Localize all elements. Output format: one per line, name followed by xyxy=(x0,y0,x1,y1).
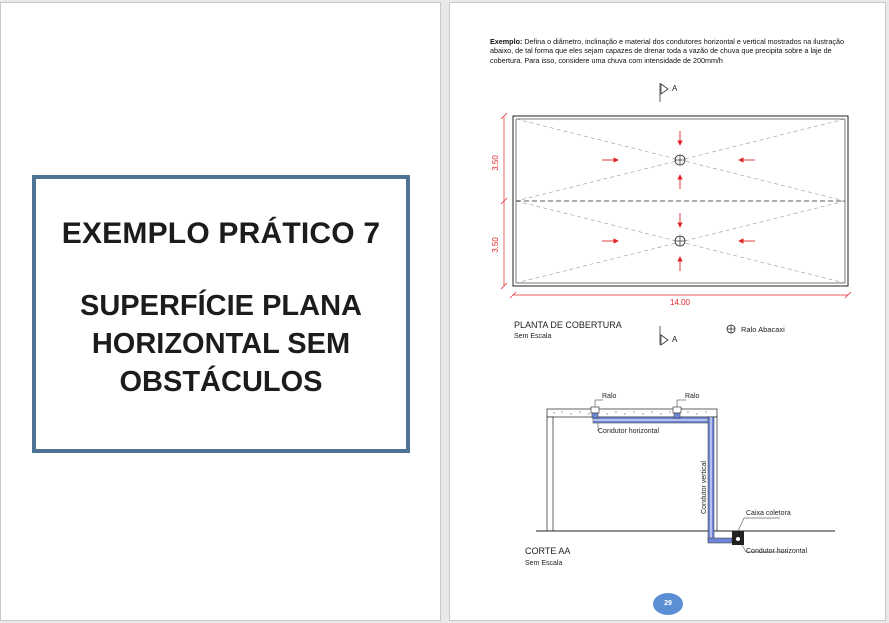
right-page xyxy=(449,2,886,621)
label-vertical-pipe: Condutor vertical xyxy=(701,461,708,514)
example-title: EXEMPLO PRÁTICO 7 xyxy=(61,217,381,250)
dim-lower-label: 3.50 xyxy=(491,237,500,253)
vertical-dimension xyxy=(501,113,507,289)
example-subtitle: SUPERFÍCIE PLANA HORIZONTAL SEM OBSTÁCULOS xyxy=(80,290,362,398)
section-marker-bottom-label: A xyxy=(672,335,678,344)
left-page xyxy=(0,2,441,621)
label-collection-box: Caixa coletora xyxy=(746,510,791,517)
drain-icon xyxy=(675,236,685,246)
intro-label: Exemplo: xyxy=(490,37,523,46)
dim-width-label: 14.00 xyxy=(669,298,691,307)
section-marker-top-label: A xyxy=(672,84,678,93)
legend-label: Ralo Abacaxi xyxy=(741,325,785,334)
drawings xyxy=(450,3,887,622)
plan-scale: Sem Escala xyxy=(514,333,552,340)
title-box xyxy=(32,175,410,453)
intro-text: Defina o diâmetro, inclinação e material dos condutores horizontal e vertical mostrados na ilustração abaixo, de tal forma que eles sejam capazes de drenar toda a vazão de chuva que precipita sobre a laje de cobertura. Para isso, considere uma chuva com intensidade de 200mm/h xyxy=(490,37,844,65)
label-horizontal-pipe-top: Condutor horizontal xyxy=(598,428,660,435)
page-number-badge: 29 xyxy=(653,593,683,615)
collection-box xyxy=(732,531,744,545)
label-drain-2: Ralo xyxy=(685,393,700,400)
section-drawing xyxy=(536,400,835,552)
vertical-pipe xyxy=(708,417,732,543)
drain-icon xyxy=(675,155,685,165)
label-horizontal-pipe-bottom: Condutor horizontal xyxy=(746,548,808,555)
section-marker-top xyxy=(660,83,678,102)
section-title: CORTE AA xyxy=(525,546,571,556)
label-drain-1: Ralo xyxy=(602,393,617,400)
legend-drain xyxy=(727,325,785,334)
drain-1 xyxy=(591,407,599,413)
roof-plan xyxy=(491,113,851,307)
section-marker-bottom xyxy=(660,326,678,345)
dim-upper-label: 3.50 xyxy=(491,155,500,171)
section-scale: Sem Escala xyxy=(525,560,563,567)
drain-2 xyxy=(673,407,681,413)
plan-title: PLANTA DE COBERTURA xyxy=(514,320,622,330)
